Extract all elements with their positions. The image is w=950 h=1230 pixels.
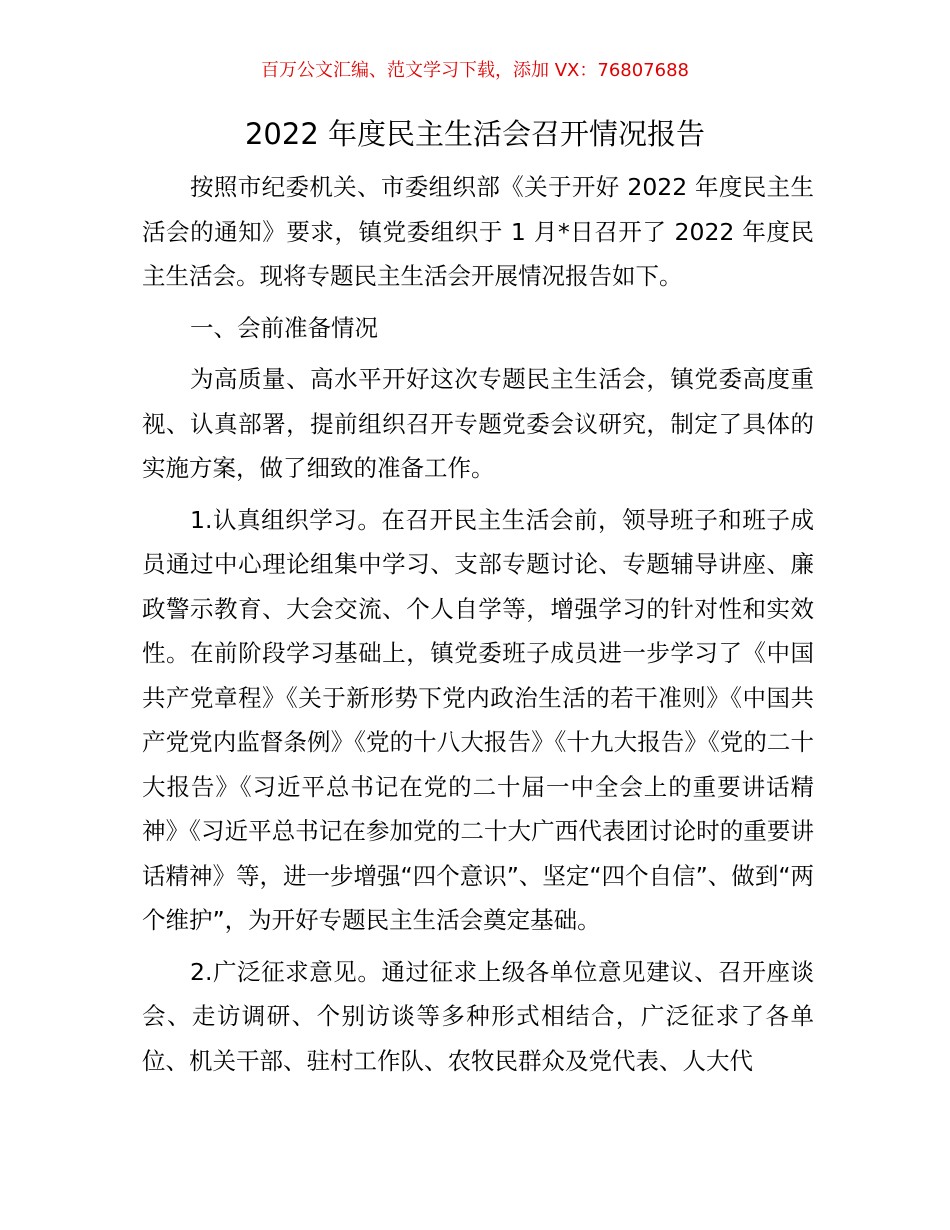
intro-paragraph: 按照市纪委机关、市委组织部《关于开好 2022 年度民主生活会的通知》要求，镇党委组织于 1 月*日召开了 2022 年度民主生活会。现将专题民主生活会开展情况报告如下。 xyxy=(142,173,814,290)
document-body xyxy=(142,165,814,1083)
item-1-paragraph: 1.认真组织学习。在召开民主生活会前，领导班子和班子成员通过中心理论组集中学习、支部专题讨论、专题辅导讲座、廉政警示教育、大会交流、个人自学等，增强学习的针对性和实效性。在前阶段学习基础上，镇党委班子成员进一步学习了《中国共产党章程》《关于新形势下党内政治生活的若干准则》《中国共产党党内监督条例》《党的十八大报告》《十九大报告》《党的二十大报告》《习近平总书记在党的二十届一中全会上的重要讲话精神》《习近平总书记在参加党的二十大广西代表团讨论时的重要讲话精神》等，进一步增强“四个意识”、坚定“四个自信”、做到“两个维护”，为开好专题民主生活会奠定基础。 xyxy=(142,505,814,934)
header-note: 百万公文汇编、范文学习下载，添加 VX：76807688 xyxy=(261,60,689,81)
item-2-paragraph: 2.广泛征求意见。通过征求上级各单位意见建议、召开座谈会、走访调研、个别访谈等多种形式相结合，广泛征求了各单位、机关干部、驻村工作队、农牧民群众及党代表、人大代 xyxy=(142,957,814,1075)
section-1-intro-paragraph: 为高质量、高水平开好这次专题民主生活会，镇党委高度重视、认真部署，提前组织召开专题党委会议研究，制定了具体的实施方案，做了细致的准备工作。 xyxy=(142,365,814,482)
document-title: 2022 年度民主生活会召开情况报告 xyxy=(244,117,706,151)
section-heading-1: 一、会前准备情况 xyxy=(190,313,378,342)
